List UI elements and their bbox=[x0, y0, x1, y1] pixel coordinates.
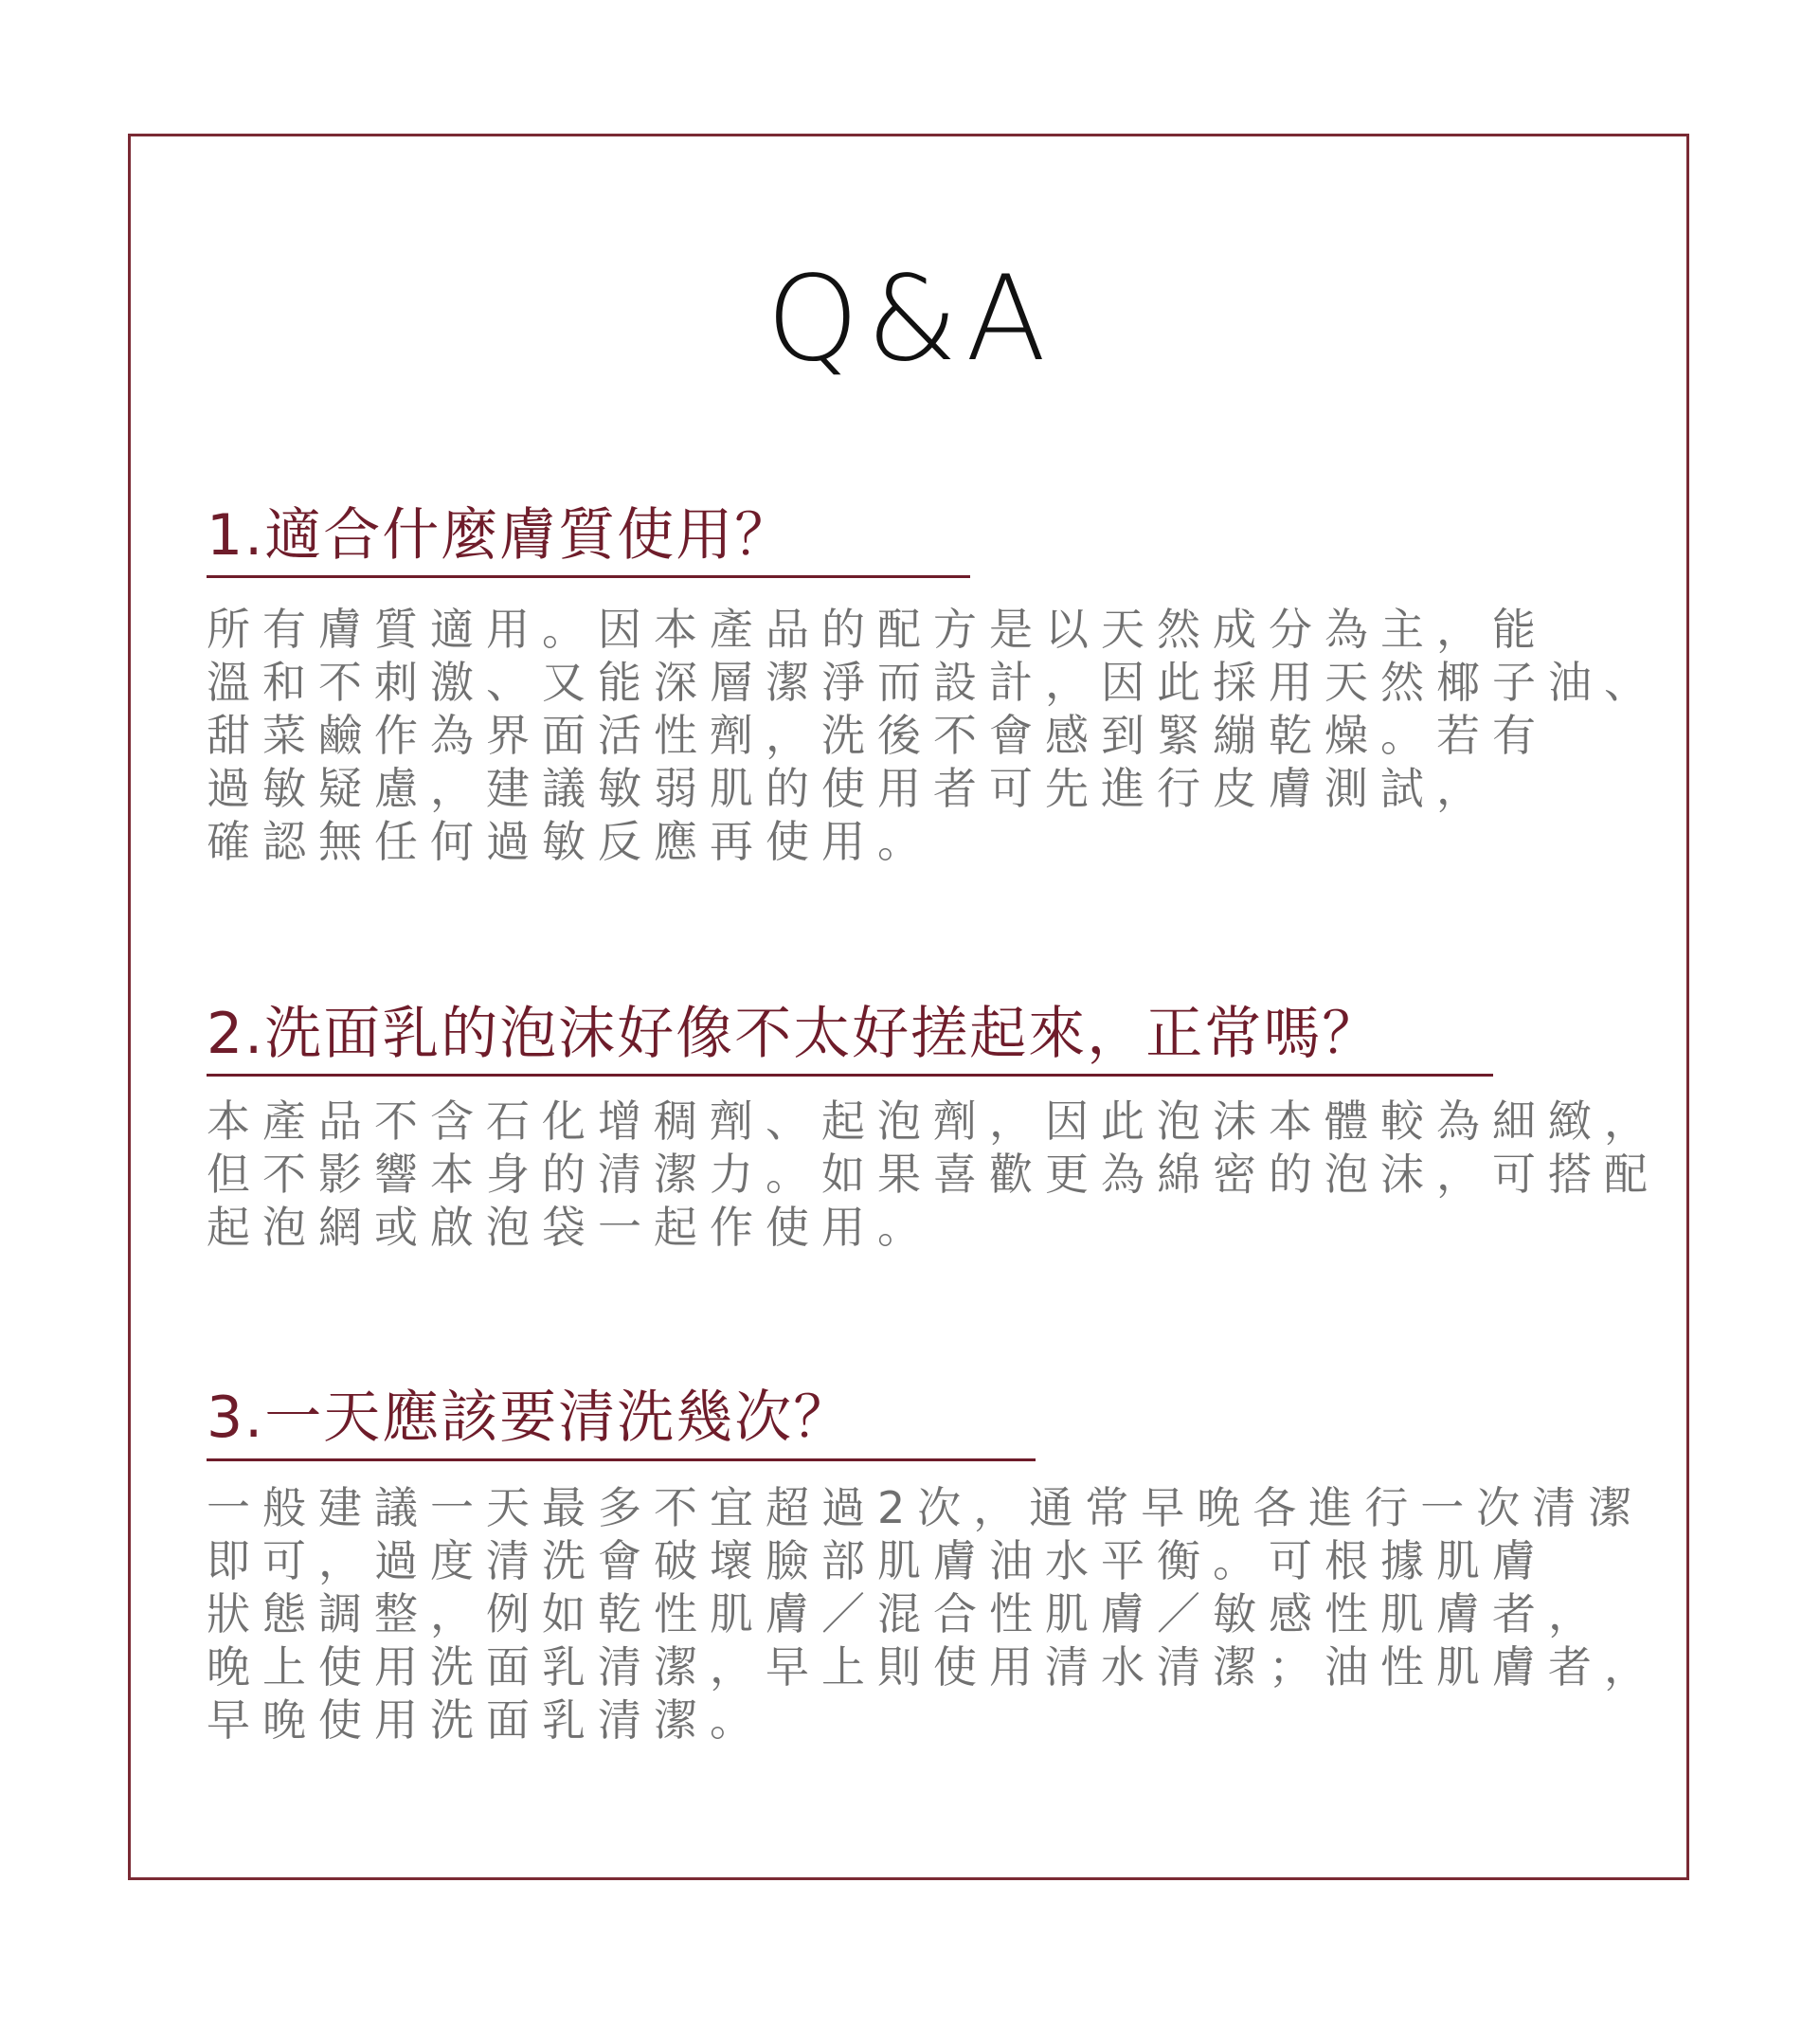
answer-3-line: 狀態調整，例如乾性肌膚／混合性肌膚／敏感性肌膚者， bbox=[207, 1588, 1604, 1639]
answer-2-line: 本產品不含石化增稠劑、起泡劑，因此泡沫本體較為細緻， bbox=[207, 1095, 1660, 1147]
answer-1-line: 確認無任何過敏反應再使用。 bbox=[207, 816, 933, 867]
answer-2-line: 但不影響本身的清潔力。如果喜歡更為綿密的泡沫，可搭配 bbox=[207, 1149, 1660, 1200]
question-3-heading: 3.一天應該要清洗幾次？ bbox=[207, 1385, 853, 1451]
answer-2 bbox=[207, 1095, 1660, 1254]
answer-3-line: 早晚使用洗面乳清潔。 bbox=[207, 1694, 766, 1746]
answer-2-line: 起泡網或啟泡袋一起作使用。 bbox=[207, 1202, 933, 1253]
answer-1-line: 甜菜鹼作為界面活性劑，洗後不會感到緊繃乾燥。若有 bbox=[207, 710, 1548, 761]
question-1-underline bbox=[207, 575, 970, 578]
question-2-underline bbox=[207, 1074, 1493, 1077]
answer-3-line: 一般建議一天最多不宜超過2次，通常早晚各進行一次清潔 bbox=[207, 1482, 1645, 1533]
page-title: Q&A bbox=[766, 251, 1054, 388]
answer-1 bbox=[207, 603, 1660, 868]
question-1-heading: 1.適合什麼膚質使用？ bbox=[207, 502, 794, 569]
answer-3-line: 即可，過度清洗會破壞臉部肌膚油水平衡。可根據肌膚 bbox=[207, 1535, 1548, 1586]
answer-3-line: 晚上使用洗面乳清潔，早上則使用清水清潔；油性肌膚者， bbox=[207, 1641, 1660, 1693]
answer-1-line: 所有膚質適用。因本產品的配方是以天然成分為主，能 bbox=[207, 604, 1548, 655]
question-3-underline bbox=[207, 1458, 1036, 1461]
answer-3 bbox=[207, 1481, 1660, 1747]
answer-1-line: 過敏疑慮，建議敏弱肌的使用者可先進行皮膚測試， bbox=[207, 763, 1492, 814]
question-2-heading: 2.洗面乳的泡沫好像不太好搓起來，正常嗎？ bbox=[207, 1001, 1381, 1067]
answer-1-line: 溫和不刺激、又能深層潔淨而設計，因此採用天然椰子油、 bbox=[207, 657, 1660, 708]
